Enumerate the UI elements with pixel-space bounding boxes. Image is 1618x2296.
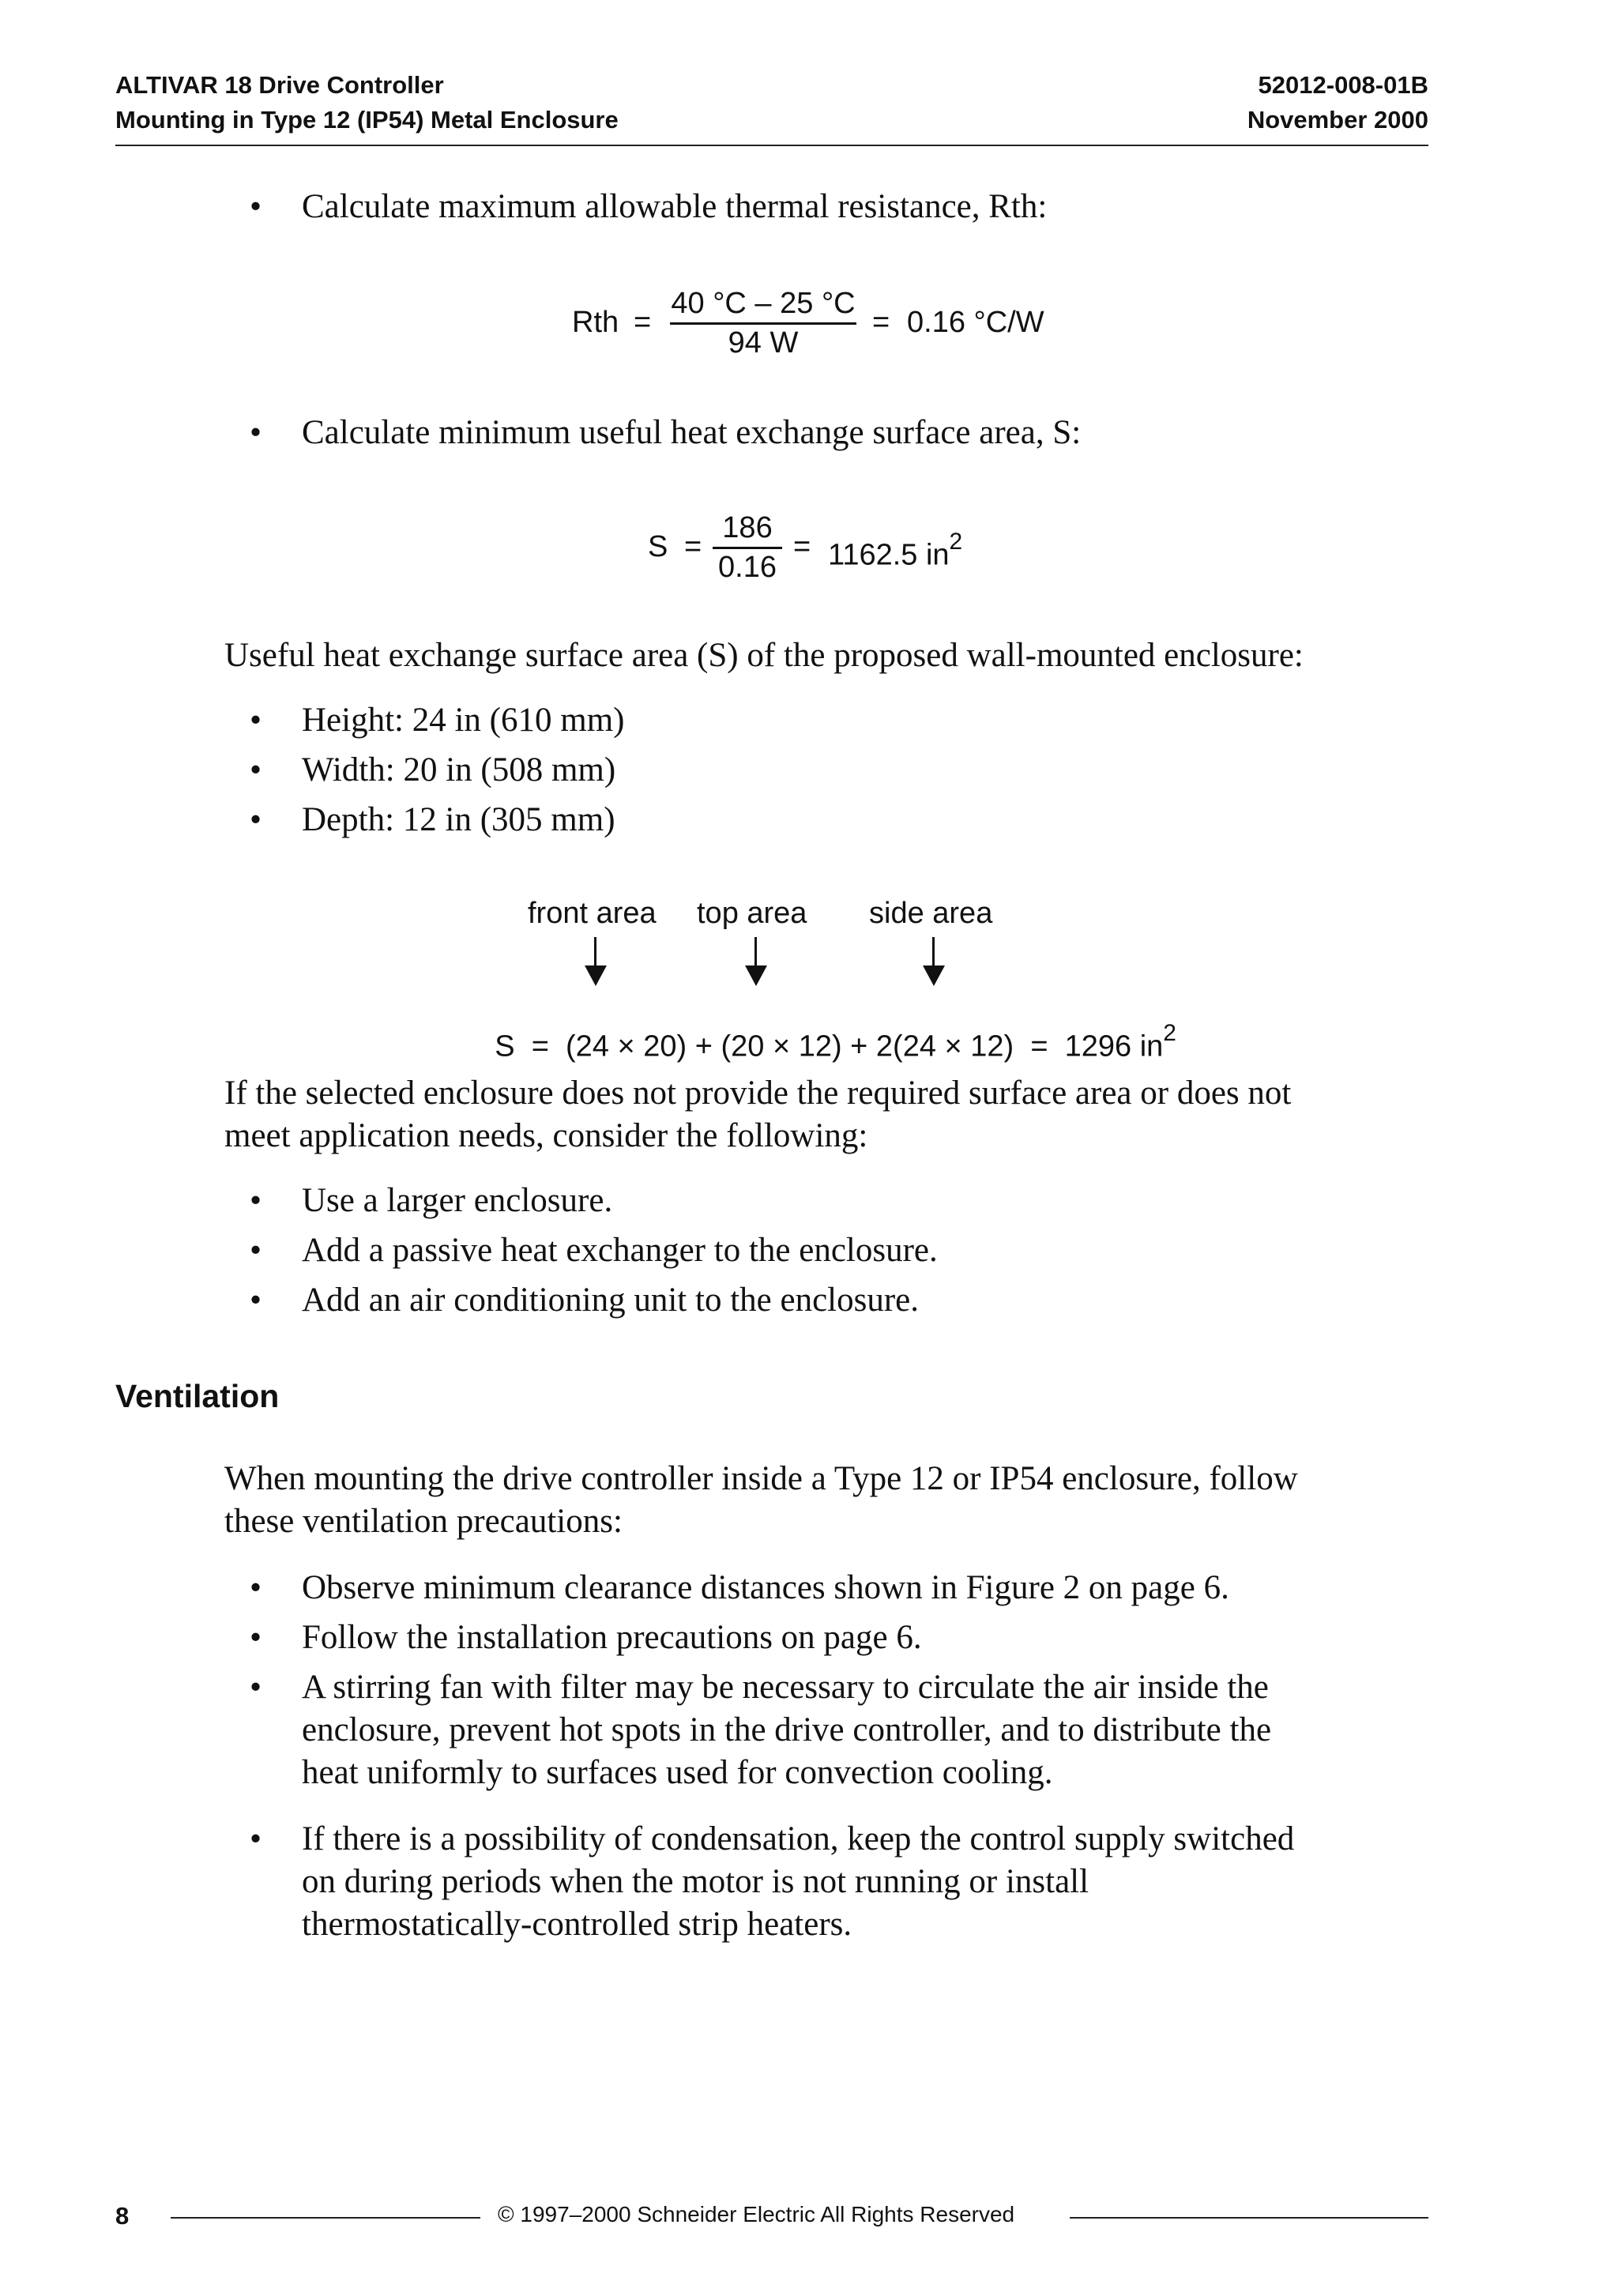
dimension-height: Height: 24 in (610 mm) xyxy=(302,702,625,739)
bullet-marker: • xyxy=(250,1569,262,1606)
bullet-marker: • xyxy=(250,188,262,225)
eq-s-denominator: 0.16 xyxy=(718,551,777,584)
precaution-condensation-line1: If there is a possibility of condensation, keep the control supply switched xyxy=(302,1820,1295,1858)
header-doc-number: 52012-008-01B xyxy=(1258,71,1428,99)
bullet-marker: • xyxy=(250,1669,262,1706)
bullet-marker: • xyxy=(250,751,262,789)
footer-copyright: © 1997–2000 Schneider Electric All Rights Reserved xyxy=(498,2202,1015,2226)
footer-rule-left xyxy=(171,2217,480,2219)
eq-rth-denominator: 94 W xyxy=(728,326,799,359)
eq-rth-equals-1: = xyxy=(634,306,652,339)
page-number: 8 xyxy=(115,2202,130,2230)
area-expression-text: S = (24 × 20) + (20 × 12) + 2(24 × 12) = 1296 in xyxy=(495,1029,1164,1063)
para-vent-line1: When mounting the drive controller inside a Type 12 or IP54 enclosure, follow xyxy=(224,1460,1298,1497)
label-side-area: side area xyxy=(869,897,993,930)
eq-s-exponent: 2 xyxy=(949,529,963,555)
eq-s-equals-2: = xyxy=(793,530,811,563)
header-doc-date: November 2000 xyxy=(1247,106,1428,134)
para-vent-line2: these ventilation precautions: xyxy=(224,1503,623,1540)
eq-rth-equals-2: = xyxy=(872,306,890,339)
eq-rth-fraction-bar xyxy=(670,322,856,325)
header-title: ALTIVAR 18 Drive Controller xyxy=(115,71,444,99)
area-exponent: 2 xyxy=(1163,1020,1176,1046)
dimension-depth: Depth: 12 in (305 mm) xyxy=(302,801,615,838)
footer-rule-right xyxy=(1070,2217,1428,2219)
bullet-marker: • xyxy=(250,702,262,739)
label-front-area: front area xyxy=(528,897,657,930)
precaution-installation: Follow the installation precautions on page 6. xyxy=(302,1619,922,1656)
bullet-marker: • xyxy=(250,1182,262,1219)
bullet-marker: • xyxy=(250,1820,262,1858)
eq-rth-result: 0.16 °C/W xyxy=(907,306,1044,339)
arrow-front-head xyxy=(585,965,607,986)
precaution-fan-line2: enclosure, prevent hot spots in the drive controller, and to distribute the xyxy=(302,1711,1272,1748)
eq-s-fraction-bar xyxy=(713,547,782,549)
running-header-right xyxy=(1247,68,1428,137)
section-title-ventilation: Ventilation xyxy=(115,1378,280,1414)
arrow-top-head xyxy=(745,965,767,986)
label-top-area: top area xyxy=(697,897,807,930)
bullet-calc-s: Calculate minimum useful heat exchange surface area, S: xyxy=(302,414,1082,451)
running-header-left xyxy=(115,68,619,137)
arrow-side-shaft xyxy=(932,937,935,969)
precaution-condensation-line2: on during periods when the motor is not running or install xyxy=(302,1863,1089,1900)
eq-s-lhs: S xyxy=(648,530,668,563)
bullet-marker: • xyxy=(250,1232,262,1269)
bullet-marker: • xyxy=(250,1282,262,1319)
arrow-top-shaft xyxy=(754,937,757,969)
bullet-marker: • xyxy=(250,801,262,838)
eq-s-result-value: 1162.5 in xyxy=(828,538,950,572)
eq-rth-numerator: 40 °C – 25 °C xyxy=(671,287,856,320)
para-selected-line2: meet application needs, consider the following: xyxy=(224,1117,868,1154)
bullet-marker: • xyxy=(250,414,262,451)
header-rule xyxy=(115,145,1428,146)
precaution-fan-line1: A stirring fan with filter may be necessary to circulate the air inside the xyxy=(302,1669,1269,1706)
precaution-fan-line3: heat uniformly to surfaces used for convection cooling. xyxy=(302,1754,1053,1791)
header-subtitle: Mounting in Type 12 (IP54) Metal Enclosure xyxy=(115,106,619,134)
option-larger-enclosure: Use a larger enclosure. xyxy=(302,1182,613,1219)
bullet-marker: • xyxy=(250,1619,262,1656)
eq-s-equals-1: = xyxy=(684,530,702,563)
option-heat-exchanger: Add a passive heat exchanger to the enclosure. xyxy=(302,1232,938,1269)
para-selected-line1: If the selected enclosure does not provide the required surface area or does not xyxy=(224,1075,1292,1112)
precaution-clearance: Observe minimum clearance distances shown in Figure 2 on page 6. xyxy=(302,1569,1229,1606)
arrow-side-head xyxy=(923,965,945,986)
precaution-condensation-line3: thermostatically-controlled strip heaters. xyxy=(302,1906,852,1943)
eq-rth-lhs: Rth xyxy=(572,306,619,339)
dimension-width: Width: 20 in (508 mm) xyxy=(302,751,616,789)
eq-s-result xyxy=(828,529,962,573)
para-surface-area: Useful heat exchange surface area (S) of the proposed wall-mounted enclosure: xyxy=(224,637,1304,674)
eq-s-numerator: 186 xyxy=(722,511,773,544)
option-air-conditioning: Add an air conditioning unit to the enclosure. xyxy=(302,1282,919,1319)
bullet-calc-rth: Calculate maximum allowable thermal resistance, Rth: xyxy=(302,188,1048,225)
arrow-front-shaft xyxy=(594,937,596,969)
